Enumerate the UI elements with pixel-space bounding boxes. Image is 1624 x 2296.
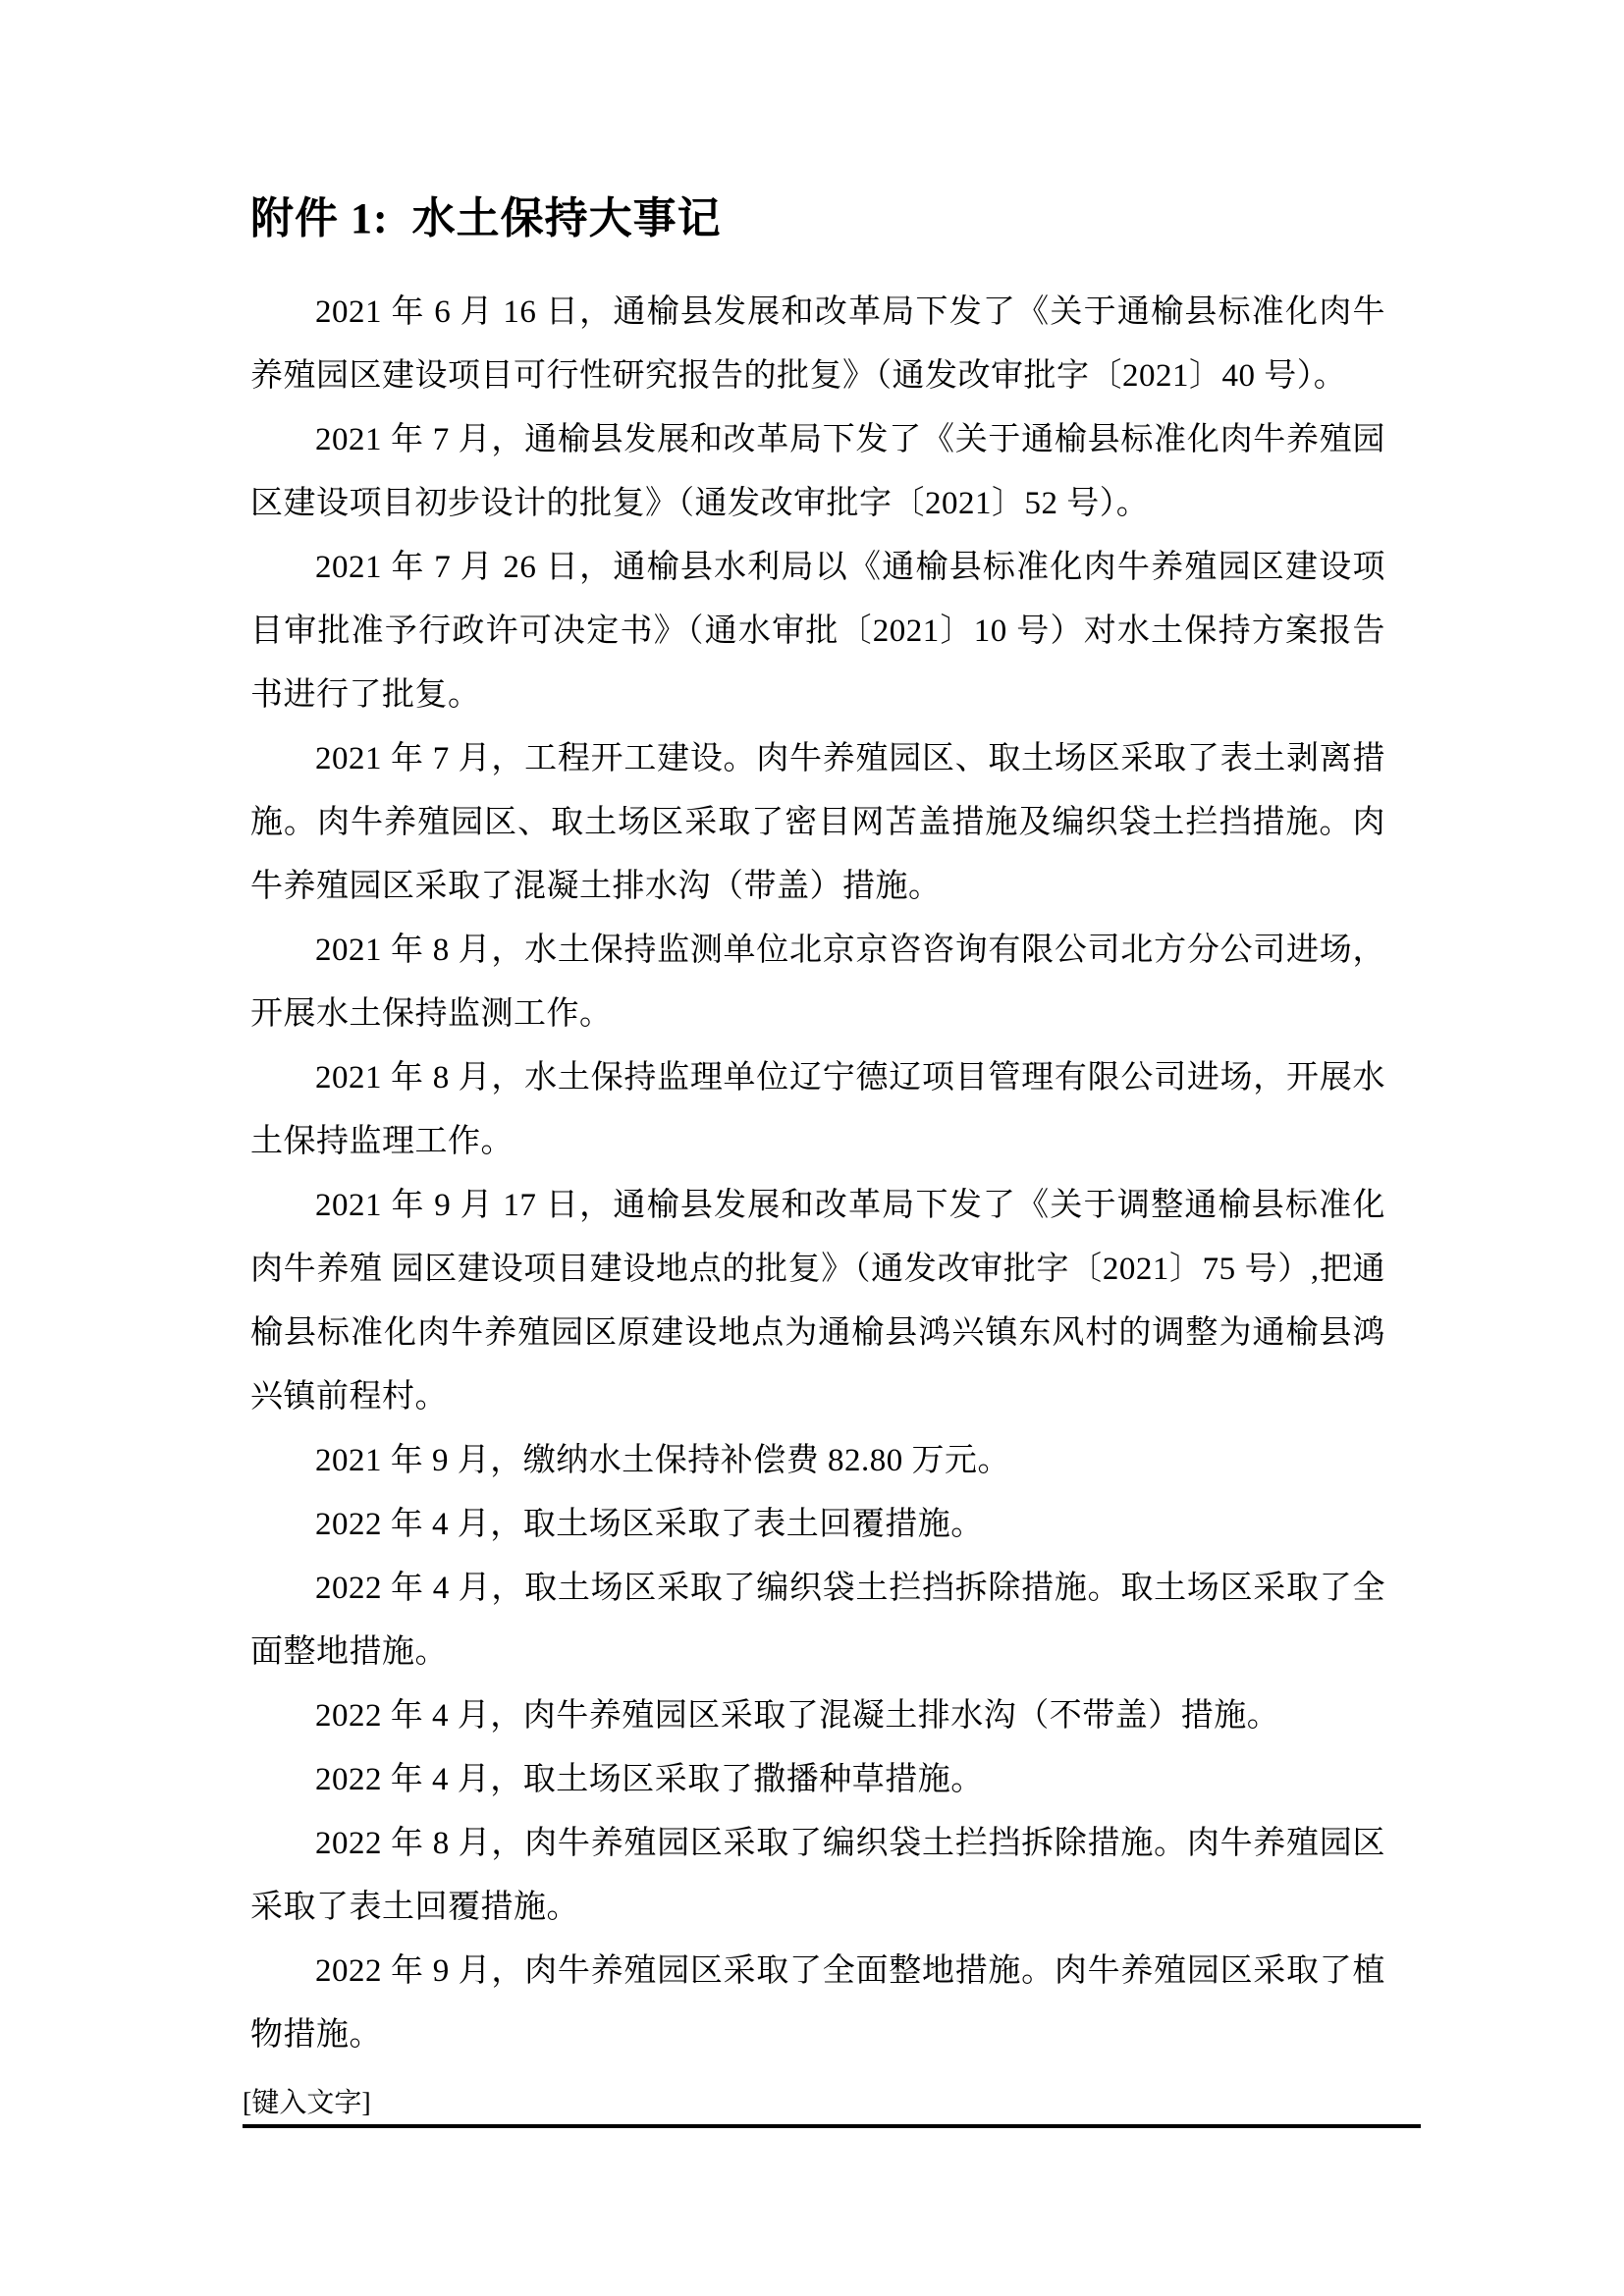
paragraph: 2022 年 4 月，肉牛养殖园区采取了混凝土排水沟（不带盖）措施。 xyxy=(315,1698,1280,1734)
paragraph: 2021 年 7 月，工程开工建设。肉牛养殖园区、取土场区采取了表土剥离措施。肉牛养殖园区、取土场区采取了密目网苫盖措施及编织袋土拦挡措施。肉牛养殖园区采取了混凝土排水沟（带盖）措施。 xyxy=(250,741,1385,904)
document-body xyxy=(250,192,1385,2067)
paragraph: 2022 年 4 月，取土场区采取了编织袋土拦挡拆除措施。取土场区采取了全面整地措施。 xyxy=(250,1571,1385,1670)
paragraph: 2022 年 9 月，肉牛养殖园区采取了全面整地措施。肉牛养殖园区采取了植物措施。 xyxy=(250,1953,1385,2053)
page-footer xyxy=(243,2087,1421,2128)
paragraph: 2022 年 4 月，取土场区采取了撒播种草措施。 xyxy=(315,1762,984,1797)
paragraph: 2022 年 4 月，取土场区采取了表土回覆措施。 xyxy=(315,1507,984,1542)
paragraph: 2022 年 8 月，肉牛养殖园区采取了编织袋土拦挡拆除措施。肉牛养殖园区采取了表土回覆措施。 xyxy=(250,1826,1385,1925)
paragraph: 2021 年 9 月 17 日，通榆县发展和改革局下发了《关于调整通榆县标准化肉牛养殖 园区建设项目建设地点的批复》（通发改审批字〔2021〕75 号）,把通榆县标准化肉牛养殖园区原建设地点为通榆县鸿兴镇东风村的调整为通榆县鸿兴镇前程村。 xyxy=(250,1188,1385,1415)
paragraph: 2021 年 7 月 26 日，通榆县水利局以《通榆县标准化肉牛养殖园区建设项目审批准予行政许可决定书》（通水审批〔2021〕10 号）对水土保持方案报告书进行了批复。 xyxy=(250,550,1385,713)
paragraph: 2021 年 8 月，水土保持监测单位北京京咨咨询有限公司北方分公司进场，开展水土保持监测工作。 xyxy=(250,933,1385,1032)
paragraph: 2021 年 6 月 16 日，通榆县发展和改革局下发了《关于通榆县标准化肉牛养殖园区建设项目可行性研究报告的批复》（通发改审批字〔2021〕40 号）。 xyxy=(250,294,1385,394)
footer-placeholder-text: [键入文字] xyxy=(243,2088,371,2118)
paragraph: 2021 年 7 月，通榆县发展和改革局下发了《关于通榆县标准化肉牛养殖园区建设项目初步设计的批复》（通发改审批字〔2021〕52 号）。 xyxy=(250,422,1385,521)
page-title: 附件 1: 水土保持大事记 xyxy=(250,194,722,242)
paragraph: 2021 年 8 月，水土保持监理单位辽宁德辽项目管理有限公司进场，开展水土保持监理工作。 xyxy=(250,1060,1385,1159)
paragraph: 2021 年 9 月，缴纳水土保持补偿费 82.80 万元。 xyxy=(315,1443,1010,1478)
